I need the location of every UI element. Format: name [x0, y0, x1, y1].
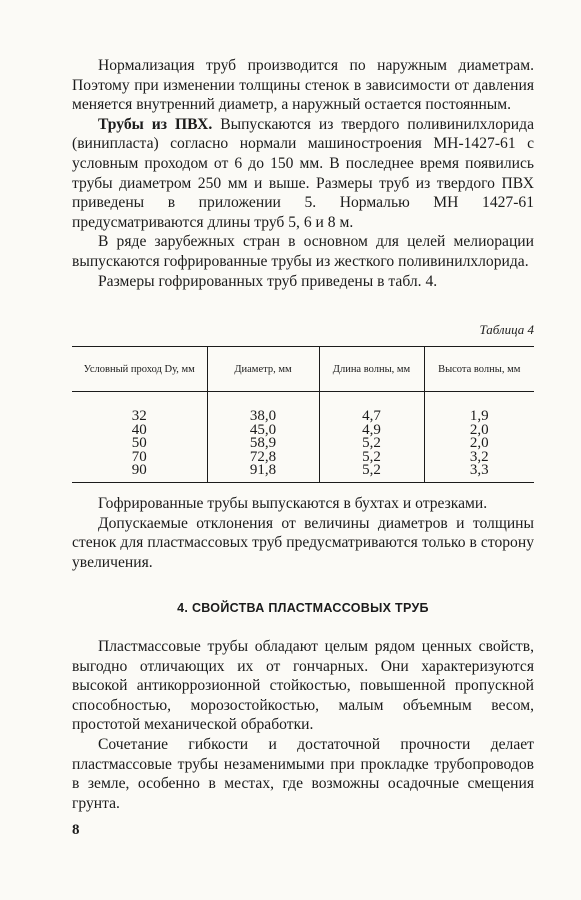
pvc-text: Выпускаются из твердого поливинилхлорида (винипласта) согласно нормали машиностроения МН-1427-61 с условным проходом от 6 до 150 мм. В последнее время появились трубы диаметром 250 мм и выше. Размеры труб из твердого ПВХ приведены в приложении 5. Нормалью МН 1427-61 предусматриваются длины труб 5, 6 и 8 м.: [72, 115, 534, 231]
table-cell: 91,8: [207, 464, 319, 482]
section-heading: 4. СВОЙСТВА ПЛАСТМАССОВЫХ ТРУБ: [177, 601, 429, 615]
paragraph-pvc-pipes: [72, 115, 534, 233]
table-cell: 90: [72, 464, 207, 482]
paragraph-table-reference: Размеры гофрированных труб приведены в табл. 4.: [98, 272, 438, 290]
table-cell: 3,2: [424, 451, 534, 465]
table-cell: 58,9: [207, 437, 319, 451]
corrugated-pipes-table: [72, 346, 534, 483]
table-cell: 5,2: [319, 451, 424, 465]
table-cell: 40: [131, 421, 147, 438]
paragraph-properties: Пластмассовые трубы обладают целым рядом ценных свойств, выгодно отличающих их от гончарных. Они характеризуются высокой антикоррозионной стойкостью, повышенной пропускной способностью, морозостойкостью, малым объемным весом, простотой механической обработки.: [72, 638, 534, 734]
table-cell: 70: [131, 448, 147, 465]
table-cell: 45,0: [207, 424, 319, 438]
paragraph-normalization: Нормализация труб производится по наружным диаметрам. Поэтому при изменении толщины стенок в зависимости от давления меняется внутренний диаметр, а наружный остается постоянным.: [72, 57, 534, 114]
text-block-bottom: [72, 637, 534, 813]
table-row: [72, 464, 534, 482]
table-cell: 5,2: [319, 464, 424, 482]
table-cell: 1,9: [424, 410, 534, 424]
table-cell: 38,0: [207, 410, 319, 424]
header-wave-length: Длина волны, мм: [319, 347, 424, 392]
table-cell: 4,7: [319, 410, 424, 424]
table-cell: 2,0: [424, 424, 534, 438]
table-cell: 5,2: [319, 437, 424, 451]
paragraph-foreign-corrugated: В ряде зарубежных стран в основном для целей мелиорации выпускаются гофрированные трубы из жесткого поливинилхлорида.: [72, 233, 534, 270]
table-caption: Таблица 4: [479, 322, 534, 337]
pvc-heading: Трубы из ПВХ.: [98, 115, 213, 133]
paragraph-flexibility: Сочетание гибкости и достаточной прочности делает пластмассовые трубы незаменимыми при прокладке трубопроводов в земле, особенно в местах, где возможны осадочные смещения грунта.: [72, 735, 534, 812]
header-wave-height: Высота волны, мм: [424, 347, 534, 392]
table-cell: 50: [131, 435, 147, 451]
text-block-middle: [72, 494, 534, 572]
table-cell: 3,3: [424, 464, 534, 482]
page-number: 8: [72, 822, 80, 838]
paragraph-coils: Гофрированные трубы выпускаются в бухтах и отрезками.: [98, 495, 488, 512]
text-block-top: [72, 56, 534, 291]
header-diameter: Диаметр, мм: [207, 347, 319, 392]
table-cell: 32: [131, 408, 147, 424]
table-header-row: [72, 347, 534, 392]
table-cell: 2,0: [424, 437, 534, 451]
paragraph-tolerances: Допускаемые отклонения от величины диаметров и толщины стенок для пластмассовых труб предусматриваются только в сторону увеличения.: [72, 514, 534, 571]
table-cell: 4,9: [319, 424, 424, 438]
header-nominal-bore: Условный проход Dу, мм: [72, 347, 207, 392]
table-cell: 72,8: [207, 451, 319, 465]
